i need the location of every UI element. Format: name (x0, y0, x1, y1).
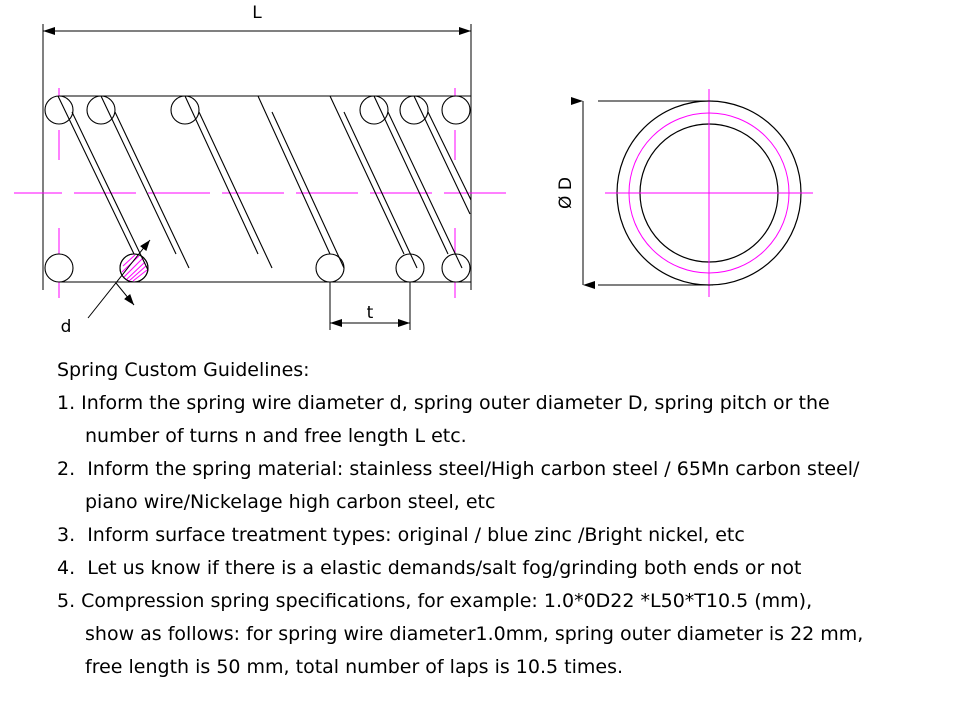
guideline-item-5-line-2: show as follows: for spring wire diameter1.0mm, spring outer diameter is 22 mm, (85, 623, 864, 645)
guideline-item-1-line-2: number of turns n and free length L etc. (85, 425, 467, 447)
dimension-label-d: d (60, 317, 72, 337)
guideline-item-5-line-3: free length is 50 mm, total number of laps is 10.5 times. (85, 656, 624, 678)
guideline-item-2-line-1: 2. Inform the spring material: stainless steel/High carbon steel / 65Mn carbon steel/ (57, 458, 860, 480)
guideline-item-5-line-1: 5. Compression spring specifications, for example: 1.0*0D22 *L50*T10.5 (mm), (57, 590, 813, 612)
guidelines-title: Spring Custom Guidelines: (57, 359, 310, 381)
spring-side-view (14, 3, 506, 337)
guideline-item-1-line-1: 1. Inform the spring wire diameter d, spring outer diameter D, spring pitch or the (57, 392, 830, 414)
dimension-label-L: L (252, 3, 262, 23)
guideline-item-2-line-2: piano wire/Nickelage high carbon steel, etc (85, 491, 496, 513)
dimension-label-t: t (366, 303, 374, 323)
dimension-label-outer-diameter: Ø D (556, 177, 576, 209)
guideline-item-3-line-1: 3. Inform surface treatment types: original / blue zinc /Bright nickel, etc (57, 524, 745, 546)
guidelines-text-block (0, 345, 959, 718)
guideline-item-4-line-1: 4. Let us know if there is a elastic demands/salt fog/grinding both ends or not (57, 557, 802, 579)
spring-front-view (556, 89, 813, 297)
technical-drawing (0, 0, 959, 345)
